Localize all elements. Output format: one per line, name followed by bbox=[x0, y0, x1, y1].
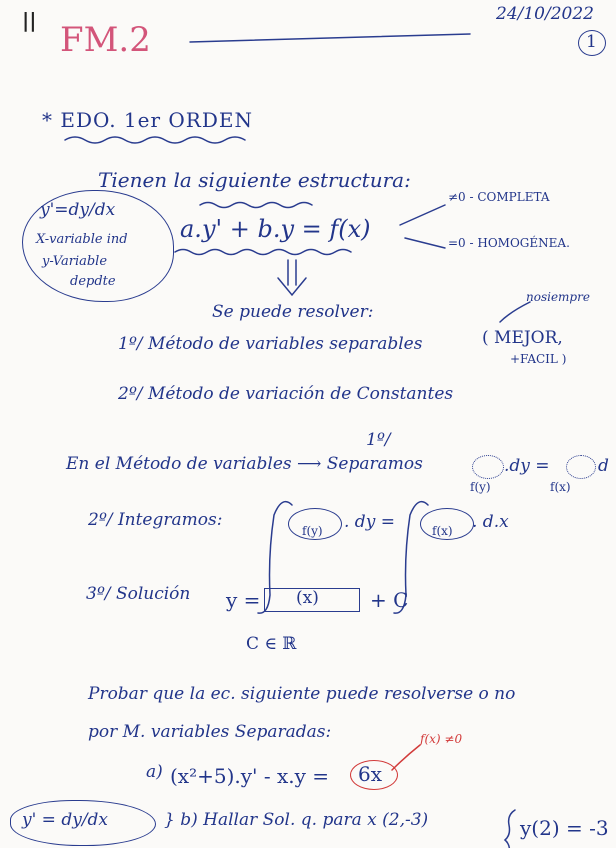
constant-domain: C ∈ ℝ bbox=[246, 634, 297, 654]
step-3: 3º/ Solución bbox=[86, 584, 191, 604]
red-pointer bbox=[392, 745, 420, 770]
step-2-dy: . dy = bbox=[344, 512, 395, 532]
step-2: 2º/ Integramos: bbox=[88, 510, 223, 530]
step-1-tail: d bbox=[598, 456, 609, 476]
part-b: } b) Hallar Sol. q. para x (2,-3) bbox=[164, 810, 429, 830]
section-underline bbox=[65, 137, 245, 143]
separate-fy-circle bbox=[472, 455, 504, 479]
step-2-dx: . d.x bbox=[472, 512, 509, 532]
condition-brace bbox=[505, 810, 515, 848]
page-title: FM.2 bbox=[60, 20, 151, 60]
branch-complete-line bbox=[400, 205, 445, 225]
exercise-intro-1: Probar que la ec. siguiente puede resolverse o no bbox=[88, 684, 516, 704]
step-1-mark: 1º/ bbox=[366, 430, 391, 450]
date: 24/10/2022 bbox=[496, 4, 594, 24]
branch-homogeneous: =0 - HOMOGÉNEA. bbox=[448, 236, 570, 250]
step-3-box: (x) bbox=[296, 588, 319, 608]
bottom-bubble-text: y' = dy/dx bbox=[22, 810, 109, 830]
page-number: 1 bbox=[586, 32, 597, 52]
step-2-fy: f(y) bbox=[302, 524, 323, 538]
part-a-equation: (x²+5).y' - x.y = bbox=[170, 764, 330, 788]
equation-underline bbox=[175, 250, 351, 255]
step-2-fx: f(x) bbox=[432, 524, 453, 538]
step-1-fx: f(x) bbox=[550, 480, 571, 494]
step-3-y: y = bbox=[226, 588, 261, 612]
nosiempre-pointer bbox=[500, 302, 530, 322]
note-red: f(x) ≠0 bbox=[420, 732, 463, 746]
method-1-note-2: +FACIL ) bbox=[510, 352, 567, 366]
structure-intro: Tienen la siguiente estructura: bbox=[98, 168, 411, 192]
bubble-line-3: y-Variable bbox=[42, 254, 108, 269]
bubble-line-4: depdte bbox=[70, 274, 116, 289]
step-3-tail: + C bbox=[370, 588, 409, 612]
method-1-note: ( MEJOR, bbox=[482, 328, 563, 348]
margin-mark: || bbox=[22, 8, 37, 32]
step-1-fy: f(y) bbox=[470, 480, 491, 494]
part-a-circle-text: 6x bbox=[358, 762, 383, 786]
method-2: 2º/ Método de variación de Constantes bbox=[118, 384, 454, 404]
title-underline bbox=[190, 34, 470, 42]
initial-condition: y(2) = -3 bbox=[520, 816, 609, 840]
step-1-eq: .dy = bbox=[504, 456, 550, 476]
branch-complete: ≠0 - COMPLETA bbox=[448, 190, 550, 204]
separate-fx-circle bbox=[566, 455, 596, 479]
structure-equation: a.y' + b.y = f(x) bbox=[180, 215, 371, 243]
bubble-line-2: X-variable ind bbox=[36, 232, 128, 247]
arrow-head bbox=[278, 278, 306, 295]
section-title: * EDO. 1er ORDEN bbox=[42, 108, 253, 132]
bubble-line-1: y'=dy/dx bbox=[40, 200, 116, 220]
method-1: 1º/ Método de variables separables bbox=[118, 334, 423, 354]
step-1: En el Método de variables ⟶ Separamos bbox=[66, 454, 423, 474]
methods-intro: Se puede resolver: bbox=[212, 302, 374, 322]
note-always: nosiempre bbox=[526, 290, 590, 304]
part-a-label: a) bbox=[146, 762, 163, 782]
branch-homogeneous-line bbox=[405, 238, 445, 248]
exercise-intro-2: por M. variables Separadas: bbox=[88, 722, 332, 742]
structure-underline bbox=[200, 203, 312, 208]
